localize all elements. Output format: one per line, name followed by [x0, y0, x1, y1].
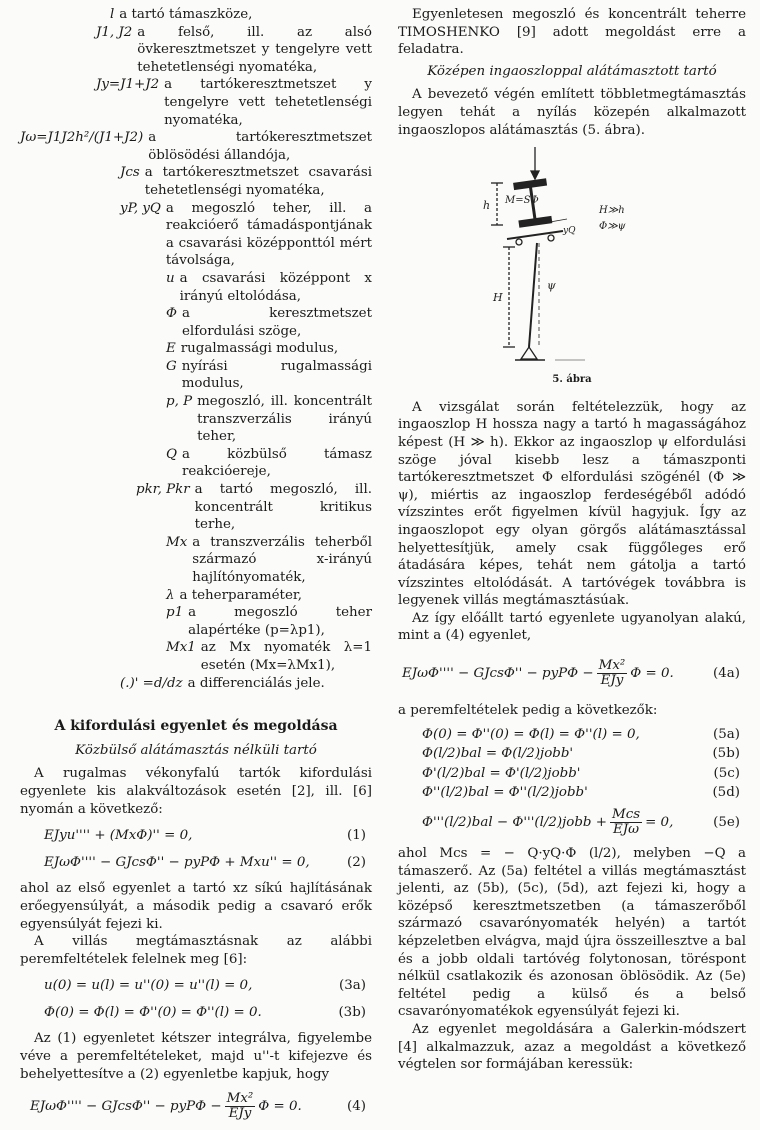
symbol-definition	[20, 604, 372, 639]
symbol-list	[20, 6, 372, 692]
label-yq: yQ	[563, 226, 576, 237]
equation-5b: Φ(l/2)bal = Φ(l/2)jobb' (5b)	[422, 746, 740, 762]
equation-4: EJωΦ'''' − GJcsΦ'' − pyPΦ − $\frac{\text{Mx²}}{\text{EJy}}$ Φ = 0. (4)	[30, 1091, 366, 1122]
symbol-description: a tartó megoszló, ill. koncentrált kritikus terhe,	[194, 482, 372, 533]
figure-caption: 5. ábra	[552, 374, 592, 386]
paragraph: ahol Mcs = − Q·yQ·Φ (l/2), melyben −Q a támaszerő. Az (5a) feltétel a villás megtámasztást jelenti, az (5b), (5c), (5d), azt fejezi ki, hogy a középső keresztmetszetben (a támaszerőből származó csavarónyomaték helyén) a tartót képzeletben elvágva, majd újra összeillesztve a bal és a jobb oldali tartóvég folytonosan, töréspont nélkül csatlakozik és azonosan öblösödik. Az (5e) feltétel pedig a külső és a belső csavarónyomatékok egyensúlyát fejezi ki.	[398, 846, 746, 1020]
paragraph: ahol az első egyenlet a tartó xz síkú hajlításának erőegyensúlyát, a második pedig a csavaró erők egyensúlyát fejezi ki.	[20, 881, 372, 932]
symbol-description: a tartókeresztmetszet y tengelyre vett tehetetlenségi nyomatéka,	[164, 77, 372, 128]
symbol-definition	[20, 6, 372, 24]
symbol-definition	[20, 340, 372, 358]
symbol-description: rugalmassági modulus,	[180, 341, 339, 357]
label-H: H	[493, 291, 503, 305]
symbol: Mx1	[166, 640, 196, 656]
label-moment: M=SΦ	[505, 195, 539, 207]
symbol-description: a keresztmetszet elfordulási szöge,	[181, 306, 372, 339]
equation-5d: Φ''(l/2)bal = Φ''(l/2)jobb' (5d)	[422, 785, 740, 801]
symbol-definition	[20, 481, 372, 534]
symbol: Φ	[166, 306, 177, 322]
paragraph: Egyenletesen megoszló és koncentrált teherre TIMOSHENKO [9] adott megoldást erre a feladatra.	[398, 7, 746, 58]
equation-3b: Φ(0) = Φ(l) = Φ''(0) = Φ''(l) = 0. (3b)	[44, 1004, 366, 1020]
label-h: h	[483, 199, 491, 213]
symbol-definition	[20, 358, 372, 393]
symbol: Jcs	[120, 165, 140, 181]
symbol: Mx	[166, 534, 188, 550]
equation-5a: Φ(0) = Φ''(0) = Φ(l) = Φ''(l) = 0, (5a)	[422, 726, 740, 742]
subsection-title: Közbülső alátámasztás nélküli tartó	[75, 742, 317, 758]
symbol-description: megoszló, ill. koncentrált transzverzális irányú teher,	[197, 394, 372, 445]
equation-4a: EJωΦ'''' − GJcsΦ'' − pyPΦ − $\frac{\text{Mx²}}{\text{EJy}}$ Φ = 0. (4a)	[402, 658, 740, 689]
paragraph: A vizsgálat során feltételezzük, hogy az ingaoszlop H hossza nagy a tartó h magasságához képest (H ≫ h). Ekkor az ingaoszlop ψ elfordulási szöge jóval kisebb lesz a támaszponti tartókeresztmetszet Φ elfordulási szögénél (Φ ≫ ψ), miértis az ingaoszlop ferdeségéből adódó vízszintes erőt figyelmen kívül hagyjuk. Így az ingaoszlopot egy olyan görgős alátámasztással helyettesítjük, amely csak függőleges erő átadására képes, tehát nem gátolja a tartó vízszintes eltolódását. A tartóvégek továbbra is legyenek villás megtámasztásúak.	[398, 399, 746, 609]
symbol: E	[166, 341, 176, 357]
equation-5c: Φ'(l/2)bal = Φ'(l/2)jobb' (5c)	[422, 765, 740, 781]
symbol-description: a csavarási középpont x irányú eltolódása,	[179, 270, 372, 304]
symbol-description: a tartókeresztmetszet öblösödési állandója,	[148, 130, 372, 163]
paragraph: Az így előállt tartó egyenlete ugyanolyan alakú, mint a (4) egyenlet,	[398, 610, 746, 644]
symbol-definition	[20, 24, 372, 77]
symbol-definition	[20, 76, 372, 129]
paragraph: Az (1) egyenletet kétszer integrálva, figyelembe véve a peremfeltételeket, majd u''-t kifejezve és behelyettesítve a (2) egyenletbe kapjuk, hogy	[20, 1031, 372, 1082]
paragraph: A villás megtámasztásnak az alábbi peremfeltételek felelnek meg [6]:	[20, 934, 372, 967]
symbol-definition	[20, 675, 372, 693]
symbol: pkr, Pkr	[136, 482, 190, 498]
symbol: λ	[166, 587, 175, 603]
right-column	[398, 6, 746, 1074]
symbol: p1	[166, 605, 184, 621]
symbol-definition	[20, 534, 372, 587]
symbol-description: a teherparaméter,	[179, 587, 303, 603]
symbol: l	[110, 7, 115, 22]
symbol-definition	[20, 587, 372, 605]
paragraph: A bevezető végén említett többletmegtámasztás legyen tehát a nyílás közepén alkalmazott ingaoszlopos alátámasztás (5. ábra).	[398, 87, 746, 138]
condition-1: H≫h	[599, 205, 625, 217]
condition-2: Φ≫ψ	[599, 221, 626, 233]
symbol-description: a tartókeresztmetszet csavarási tehetetlenségi nyomatéka,	[144, 165, 372, 198]
symbol-definition	[20, 270, 372, 305]
figure-5-pendulum-column	[467, 147, 677, 367]
paragraph: Az egyenlet megoldására a Galerkin-módszert [4] alkalmazzuk, azaz a megoldást a következő végtelen sor formájában keressük:	[398, 1021, 746, 1073]
symbol: u	[166, 270, 175, 286]
symbol-description: a tartó támaszköze,	[119, 7, 253, 22]
symbol-description: az Mx nyomaték λ=1 esetén (Mx=λMx1),	[200, 640, 372, 673]
symbol: G	[166, 358, 177, 374]
symbol: (.)' =d/dz	[120, 675, 183, 691]
symbol: Q	[166, 446, 177, 462]
symbol-definition	[20, 393, 372, 446]
symbol-definition	[20, 200, 372, 270]
equation-2: EJωΦ'''' − GJcsΦ'' − pyPΦ + Mxu'' = 0, (2)	[44, 854, 366, 870]
subsection-title: Középen ingaoszloppal alátámasztott tartó	[427, 63, 717, 79]
symbol-description: a közbülső támasz reakcióereje,	[181, 446, 372, 480]
symbol-definition	[20, 639, 372, 674]
label-psi: ψ	[547, 279, 556, 293]
paragraph: a peremfeltételek pedig a következők:	[398, 703, 658, 719]
left-column	[20, 6, 372, 1130]
symbol-definition	[20, 446, 372, 481]
paragraph: A rugalmas vékonyfalú tartók kifordulási egyenlete kis alakváltozások esetén [2], ill. [6] nyomán a következő:	[20, 766, 372, 817]
equation-5e: Φ'''(l/2)bal − Φ'''(l/2)jobb + $\frac{\text{Mcs}}{\text{EJω}}$ = 0, (5e)	[422, 807, 740, 838]
symbol: p, P	[166, 394, 193, 410]
symbol-definition	[20, 305, 372, 340]
symbol: Jy=J1+J2	[96, 77, 160, 93]
symbol-description: a megoszló teher, ill. a reakcióerő támadáspontjának a csavarási középponttól mért távolsága,	[165, 200, 372, 269]
symbol-description: a differenciálás jele.	[187, 675, 325, 691]
symbol-definition	[20, 129, 372, 164]
symbol-description: nyírási rugalmassági modulus,	[181, 358, 372, 392]
equation-3a: u(0) = u(l) = u''(0) = u''(l) = 0, (3a)	[44, 978, 366, 994]
section-title: A kifordulási egyenlet és megoldása	[54, 718, 338, 735]
symbol: Jω=J1J2h²/(J1+J2)	[20, 130, 144, 146]
symbol-description: a transzverzális teherből származó x-irányú hajlítónyomaték,	[192, 534, 372, 585]
equation-1: EJyu'''' + (MxΦ)'' = 0, (1)	[44, 828, 366, 844]
symbol-definition	[20, 164, 372, 199]
symbol-description: a megoszló teher alapértéke (p=λp1),	[188, 605, 372, 638]
symbol: J1, J2	[96, 24, 133, 40]
symbol-description: a felső, ill. az alsó övkeresztmetszet y tengelyre vett tehetetlenségi nyomatéka,	[137, 24, 372, 75]
symbol: yP, yQ	[120, 200, 161, 216]
